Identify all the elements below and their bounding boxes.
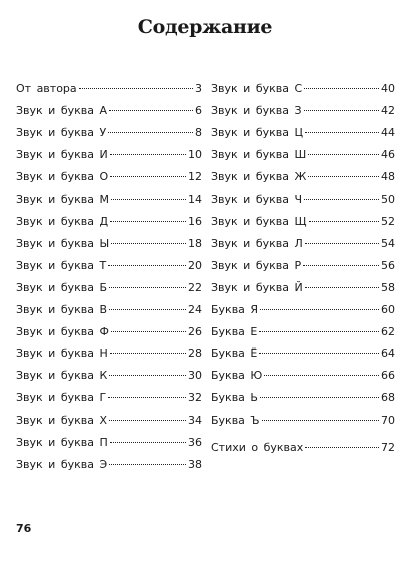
toc-entry-page: 72 — [381, 441, 395, 454]
toc-entry-page: 18 — [188, 237, 202, 250]
toc-entry — [16, 413, 202, 429]
toc-entry-page: 68 — [381, 391, 395, 404]
toc-entry-page: 36 — [188, 436, 202, 449]
toc-entry-leader — [109, 287, 186, 288]
toc-entry — [211, 413, 395, 429]
toc-entry — [211, 368, 395, 384]
toc-entry — [16, 302, 202, 318]
toc-entry-label: Звук и буква Ц — [211, 126, 304, 139]
toc-entry-label: Звук и буква Р — [211, 259, 302, 272]
toc-entry — [16, 125, 202, 141]
toc-entry-label: Буква Ю — [211, 369, 263, 382]
toc-entry-page: 28 — [188, 347, 202, 360]
toc-entry-label: Звук и буква Ч — [211, 193, 303, 206]
toc-entry — [211, 169, 395, 185]
toc-entry — [211, 302, 395, 318]
toc-entry-label: Звук и буква К — [16, 369, 108, 382]
toc-entry-label: Звук и буква Ы — [16, 237, 110, 250]
toc-entry — [211, 440, 395, 456]
toc-entry-leader — [304, 110, 379, 111]
toc-entry-page: 62 — [381, 325, 395, 338]
toc-entry-page: 22 — [188, 281, 202, 294]
toc-entry-leader — [264, 375, 379, 376]
toc-entry-leader — [304, 88, 379, 89]
toc-entry — [211, 390, 395, 406]
toc-entry-page: 60 — [381, 303, 395, 316]
toc-entry — [211, 147, 395, 163]
toc-entry-leader — [110, 442, 186, 443]
toc-entry-leader — [305, 287, 379, 288]
toc-entry-page: 24 — [188, 303, 202, 316]
toc-entry — [16, 103, 202, 119]
toc-entry-leader — [305, 447, 379, 448]
toc-entry-label: Стихи о буквах — [211, 441, 304, 454]
toc-entry-page: 34 — [188, 414, 202, 427]
toc-entry-leader — [108, 397, 186, 398]
toc-entry-page: 48 — [381, 170, 395, 183]
toc-entry-label: От автора — [16, 82, 77, 95]
toc-entry-leader — [304, 199, 379, 200]
toc-entry — [211, 346, 395, 362]
toc-entry-label: Звук и буква Щ — [211, 215, 307, 228]
toc-entry — [16, 236, 202, 252]
toc-entry-leader — [109, 110, 193, 111]
toc-entry-page: 42 — [381, 104, 395, 117]
toc-entry-label: Буква Ь — [211, 391, 258, 404]
toc-entry — [211, 192, 395, 208]
toc-entry-leader — [309, 221, 379, 222]
toc-entry-leader — [109, 309, 186, 310]
toc-entry-page: 26 — [188, 325, 202, 338]
toc-entry-leader — [259, 331, 379, 332]
toc-entry — [16, 214, 202, 230]
toc-entry-page: 16 — [188, 215, 202, 228]
toc-entry-label: Звук и буква А — [16, 104, 108, 117]
toc-entry — [211, 81, 395, 97]
toc-entry-label: Буква Ъ — [211, 414, 260, 427]
toc-entry-leader — [110, 176, 186, 177]
toc-entry — [16, 81, 202, 97]
toc-entry — [16, 192, 202, 208]
toc-entry-label: Буква Е — [211, 325, 258, 338]
toc-entry-label: Звук и буква З — [211, 104, 302, 117]
toc-entry-leader — [303, 265, 379, 266]
toc-entry — [211, 324, 395, 340]
toc-entry-leader — [110, 221, 186, 222]
toc-entry — [16, 258, 202, 274]
toc-entry-leader — [305, 132, 379, 133]
toc-entry-leader — [108, 132, 193, 133]
toc-entry — [16, 457, 202, 473]
toc-entry — [211, 236, 395, 252]
toc-entry — [16, 346, 202, 362]
toc-entry-page: 50 — [381, 193, 395, 206]
toc-entry-page: 10 — [188, 148, 202, 161]
toc-entry-leader — [308, 176, 379, 177]
toc-entry — [16, 390, 202, 406]
toc-entry — [16, 435, 202, 451]
toc-entry-leader — [79, 88, 193, 89]
toc-entry-label: Звук и буква С — [211, 82, 303, 95]
toc-entry-page: 54 — [381, 237, 395, 250]
toc-entry-label: Звук и буква И — [16, 148, 108, 161]
toc-entry-label: Звук и буква Д — [16, 215, 109, 228]
toc-entry-label: Буква Ё — [211, 347, 258, 360]
toc-entry-page: 64 — [381, 347, 395, 360]
toc-entry-label: Звук и буква Л — [211, 237, 303, 250]
toc-entry-label: Буква Я — [211, 303, 259, 316]
toc-entry-page: 56 — [381, 259, 395, 272]
toc-entry-label: Звук и буква Б — [16, 281, 108, 294]
toc-entry-page: 3 — [195, 82, 202, 95]
toc-entry — [16, 147, 202, 163]
toc-entry-page: 70 — [381, 414, 395, 427]
toc-entry-label: Звук и буква Т — [16, 259, 107, 272]
toc-entry-label: Звук и буква В — [16, 303, 108, 316]
toc-entry-label: Звук и буква Э — [16, 458, 108, 471]
toc-entry — [211, 258, 395, 274]
toc-entry-label: Звук и буква Ш — [211, 148, 307, 161]
toc-entry-leader — [109, 375, 186, 376]
toc-entry-leader — [305, 243, 379, 244]
toc-entry-page: 8 — [195, 126, 202, 139]
toc-entry-leader — [260, 309, 379, 310]
toc-entry-page: 12 — [188, 170, 202, 183]
toc-entry-page: 6 — [195, 104, 202, 117]
toc-entry-page: 38 — [188, 458, 202, 471]
toc-entry-page: 30 — [188, 369, 202, 382]
toc-entry-leader — [110, 353, 186, 354]
toc-entry-label: Звук и буква Г — [16, 391, 107, 404]
toc-entry — [211, 280, 395, 296]
toc-entry-label: Звук и буква М — [16, 193, 109, 206]
toc-entry-label: Звук и буква Н — [16, 347, 108, 360]
toc-entry — [211, 103, 395, 119]
toc-entry-leader — [109, 420, 186, 421]
toc-entry-page: 32 — [188, 391, 202, 404]
toc-entry — [211, 214, 395, 230]
toc-entry-leader — [308, 154, 379, 155]
toc-entry-leader — [110, 154, 186, 155]
toc-entry-leader — [111, 243, 186, 244]
toc-entry-leader — [109, 464, 186, 465]
toc-entry-page: 44 — [381, 126, 395, 139]
toc-entry — [16, 368, 202, 384]
toc-entry-label: Звук и буква П — [16, 436, 108, 449]
toc-entry — [16, 324, 202, 340]
toc-entry-leader — [108, 265, 186, 266]
toc-entry-page: 58 — [381, 281, 395, 294]
toc-entry-page: 66 — [381, 369, 395, 382]
toc-entry-label: Звук и буква Х — [16, 414, 108, 427]
toc-entry-page: 46 — [381, 148, 395, 161]
toc-entry-leader — [111, 199, 186, 200]
toc-entry-page: 40 — [381, 82, 395, 95]
toc-entry-page: 14 — [188, 193, 202, 206]
toc-entry — [16, 280, 202, 296]
toc-entry-label: Звук и буква О — [16, 170, 109, 183]
toc-entry — [16, 169, 202, 185]
toc-entry-page: 20 — [188, 259, 202, 272]
toc-entry-label: Звук и буква У — [16, 126, 107, 139]
toc-entry-leader — [259, 353, 379, 354]
page-title: Содержание — [137, 16, 273, 38]
toc-entry-leader — [111, 331, 186, 332]
toc-entry-label: Звук и буква Ж — [211, 170, 307, 183]
page-number: 76 — [16, 522, 32, 535]
toc-entry-label: Звук и буква Ф — [16, 325, 109, 338]
toc-entry-leader — [262, 420, 379, 421]
toc-entry — [211, 125, 395, 141]
toc-entry-label: Звук и буква Й — [211, 281, 303, 294]
toc-entry-leader — [260, 397, 379, 398]
toc-entry-page: 52 — [381, 215, 395, 228]
